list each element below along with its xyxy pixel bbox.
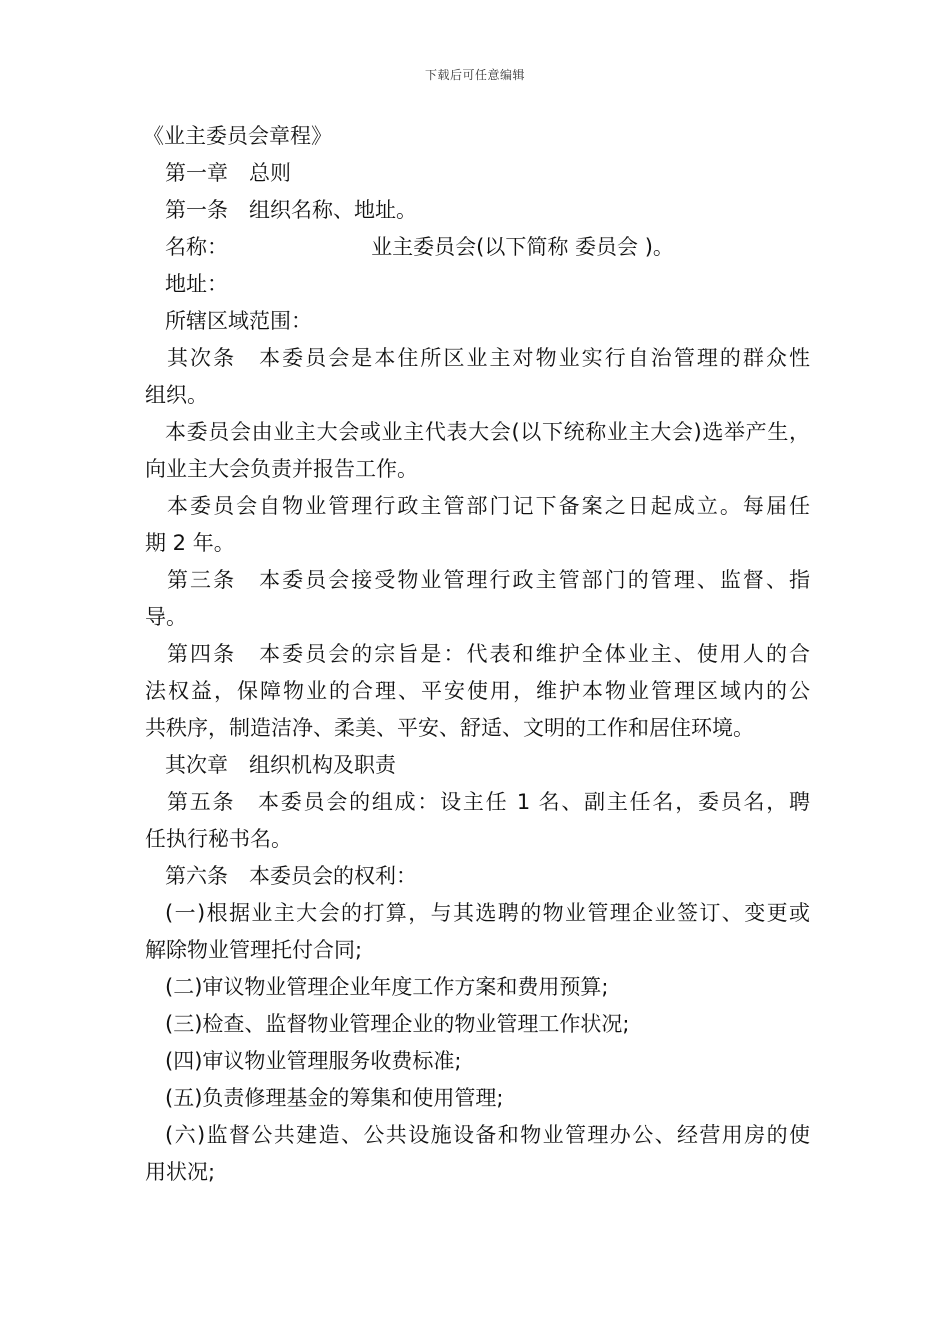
document-body [145, 118, 810, 1191]
list-item: (六)监督公共建造、公共设施设备和物业管理办公、经营用房的使 [165, 1123, 810, 1147]
paragraph-line: 期 2 年。 [145, 531, 235, 555]
article-heading: 第一条 组织名称、地址。 [165, 198, 417, 222]
list-item: (四)审议物业管理服务收费标准; [165, 1049, 462, 1073]
paragraph-line: 共秩序，制造洁净、柔美、平安、舒适、文明的工作和居住环境。 [145, 716, 754, 740]
page-header-note: 下载后可任意编辑 [424, 68, 525, 82]
list-item: (三)检查、监督物业管理企业的物业管理工作状况; [165, 1012, 630, 1036]
paragraph-line: 法权益，保障物业的合理、平安使用，维护本物业管理区域内的公 [145, 679, 810, 703]
paragraph-line: 地址： [165, 272, 228, 296]
chapter-heading: 第一章 总则 [165, 161, 291, 185]
list-item: (五)负责修理基金的筹集和使用管理; [165, 1086, 504, 1110]
chapter-heading: 其次章 组织机构及职责 [165, 753, 396, 777]
list-item: 解除物业管理托付合同; [145, 938, 363, 962]
list-item: 用状况; [145, 1160, 216, 1184]
article-heading: 第六条 本委员会的权利： [165, 864, 417, 888]
paragraph-line: 其次条 本委员会是本住所区业主对物业实行自治管理的群众性 [167, 346, 810, 370]
document-title: 《业主委员会章程》 [143, 124, 332, 148]
paragraph-line: 任执行秘书名。 [145, 827, 292, 851]
paragraph-line: 向业主大会负责并报告工作。 [145, 457, 418, 481]
list-item: (一)根据业主大会的打算，与其选聘的物业管理企业签订、变更或 [165, 901, 810, 925]
paragraph-line: 本委员会自物业管理行政主管部门记下备案之日起成立。每届任 [167, 494, 810, 518]
paragraph-line: 本委员会由业主大会或业主代表大会(以下统称业主大会)选举产生， [165, 420, 810, 444]
list-item: (二)审议物业管理企业年度工作方案和费用预算; [165, 975, 609, 999]
paragraph-line: 导。 [145, 605, 187, 629]
paragraph-line: 名称： 业主委员会(以下简称 委员会 )。 [165, 235, 674, 259]
paragraph-line: 所辖区域范围： [165, 309, 312, 333]
paragraph-line: 组织。 [145, 383, 208, 407]
paragraph-line: 第五条 本委员会的组成：设主任 1 名、副主任名，委员名，聘 [167, 790, 810, 814]
paragraph-line: 第四条 本委员会的宗旨是：代表和维护全体业主、使用人的合 [167, 642, 810, 666]
paragraph-line: 第三条 本委员会接受物业管理行政主管部门的管理、监督、指 [167, 568, 810, 592]
